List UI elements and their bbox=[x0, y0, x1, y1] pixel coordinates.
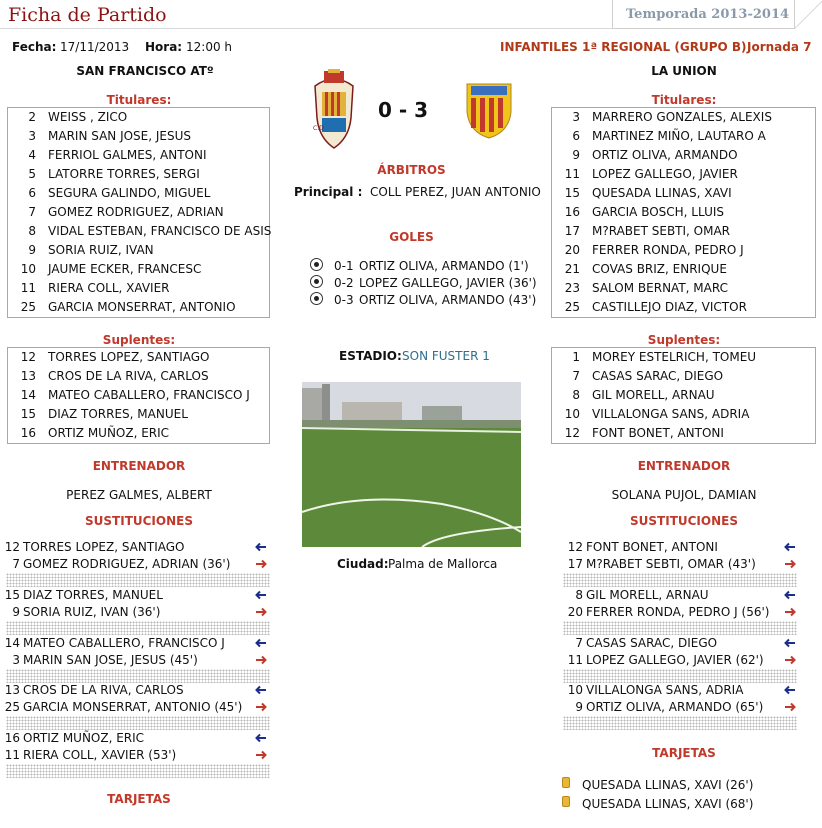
arrow-in-icon bbox=[255, 542, 267, 552]
list-item: 15 QUESADA LLINAS, XAVI bbox=[564, 186, 732, 200]
card-player: QUESADA LLINAS, XAVI (68') bbox=[582, 797, 754, 811]
divider bbox=[6, 716, 270, 730]
stadium-link[interactable]: SON FUSTER 1 bbox=[402, 349, 490, 363]
goal-scorer: LOPEZ GALLEGO, JAVIER (36') bbox=[359, 276, 537, 290]
yellow-card-icon bbox=[562, 796, 570, 807]
arrow-in-icon bbox=[784, 590, 796, 600]
home-subs-title: Suplentes: bbox=[102, 333, 176, 347]
goal-score: 0-2 bbox=[334, 276, 354, 290]
list-item: 11 RIERA COLL, XAVIER bbox=[20, 281, 170, 295]
list-item: 25 GARCIA MONSERRAT, ANTONIO bbox=[20, 300, 236, 314]
principal-label: Principal : bbox=[294, 185, 363, 199]
goal-scorer: ORTIZ OLIVA, ARMANDO (1') bbox=[359, 259, 529, 273]
competition-label: INFANTILES 1ª REGIONAL (GRUPO B) bbox=[500, 40, 747, 54]
list-item: 17 M?RABET SEBTI, OMAR bbox=[564, 224, 731, 238]
goal-scorer: ORTIZ OLIVA, ARMANDO (43') bbox=[359, 293, 537, 307]
list-item: 1 MOREY ESTELRICH, TOMEU bbox=[572, 350, 757, 364]
sub-out-row: 11 RIERA COLL, XAVIER (53') bbox=[4, 748, 177, 762]
card-player: QUESADA LLINAS, XAVI (26') bbox=[582, 778, 754, 792]
svg-text:C.D: C.D bbox=[313, 125, 324, 132]
sub-out-row: 25 GARCIA MONSERRAT, ANTONIO (45') bbox=[4, 700, 243, 714]
list-item: 7 CASAS SARAC, DIEGO bbox=[572, 369, 724, 383]
season-label: Temporada 2013-2014 bbox=[626, 7, 790, 22]
page-title: Ficha de Partido bbox=[8, 4, 167, 26]
list-item: 14 MATEO CABALLERO, FRANCISCO J bbox=[20, 388, 250, 402]
principal-referee: COLL PEREZ, JUAN ANTONIO bbox=[370, 185, 541, 199]
goal-score: 0-3 bbox=[334, 293, 354, 307]
arrow-out-icon bbox=[255, 559, 267, 569]
list-item: 5 LATORRE TORRES, SERGI bbox=[28, 167, 200, 181]
list-item: 9 ORTIZ OLIVA, ARMANDO bbox=[572, 148, 738, 162]
soccer-ball-icon bbox=[310, 275, 323, 288]
sub-out-row: 9 SORIA RUIZ, IVAN (36') bbox=[12, 605, 161, 619]
away-starters-list bbox=[551, 107, 816, 318]
soccer-ball-icon bbox=[310, 258, 323, 271]
home-cards-title: TARJETAS bbox=[107, 792, 171, 806]
away-substitutions-title: SUSTITUCIONES bbox=[630, 514, 738, 528]
yellow-card-icon bbox=[562, 777, 570, 788]
divider bbox=[563, 716, 797, 730]
list-item: 8 GIL MORELL, ARNAU bbox=[572, 388, 715, 402]
stadium-photo bbox=[302, 382, 521, 547]
time-value: 12:00 h bbox=[186, 40, 233, 54]
sub-in-row: 10 VILLALONGA SANS, ADRIA bbox=[567, 683, 744, 697]
sub-out-row: 17 M?RABET SEBTI, OMAR (43') bbox=[567, 557, 756, 571]
sub-in-row: 15 DIAZ TORRES, MANUEL bbox=[4, 588, 163, 602]
stadium-label: ESTADIO: bbox=[339, 349, 402, 363]
arrow-out-icon bbox=[784, 559, 796, 569]
home-substitutions-title: SUSTITUCIONES bbox=[85, 514, 193, 528]
arrow-in-icon bbox=[255, 638, 267, 648]
list-item: 6 SEGURA GALINDO, MIGUEL bbox=[28, 186, 211, 200]
sub-in-row: 16 ORTIZ MUÑOZ, ERIC bbox=[4, 731, 145, 745]
arrow-in-icon bbox=[255, 590, 267, 600]
round-label: Jornada 7 bbox=[747, 40, 812, 54]
goals-title: GOLES bbox=[389, 230, 434, 244]
list-item: 16 ORTIZ MUÑOZ, ERIC bbox=[20, 426, 170, 440]
sub-out-row: 3 MARIN SAN JOSE, JESUS (45') bbox=[12, 653, 198, 667]
city-label: Ciudad: bbox=[337, 557, 389, 571]
arrow-out-icon bbox=[255, 655, 267, 665]
arrow-in-icon bbox=[255, 685, 267, 695]
sub-out-row: 9 ORTIZ OLIVA, ARMANDO (65') bbox=[575, 700, 764, 714]
list-item: 21 COVAS BRIZ, ENRIQUE bbox=[564, 262, 727, 276]
date-label: Fecha: bbox=[12, 40, 57, 54]
away-coach-title: ENTRENADOR bbox=[637, 459, 731, 473]
list-item: 11 LOPEZ GALLEGO, JAVIER bbox=[564, 167, 738, 181]
arrow-in-icon bbox=[784, 685, 796, 695]
list-item: 15 DIAZ TORRES, MANUEL bbox=[20, 407, 188, 421]
list-item: 12 TORRES LOPEZ, SANTIAGO bbox=[20, 350, 210, 364]
arrow-out-icon bbox=[255, 607, 267, 617]
divider bbox=[6, 621, 270, 635]
sub-in-row: 8 GIL MORELL, ARNAU bbox=[575, 588, 709, 602]
arrow-in-icon bbox=[255, 733, 267, 743]
divider bbox=[563, 573, 797, 587]
goal-score: 0-1 bbox=[334, 259, 354, 273]
arrow-in-icon bbox=[784, 542, 796, 552]
score: 0 - 3 bbox=[378, 98, 429, 122]
sub-out-row: 20 FERRER RONDA, PEDRO J (56') bbox=[567, 605, 770, 619]
home-coach-title: ENTRENADOR bbox=[92, 459, 186, 473]
arrow-in-icon bbox=[784, 638, 796, 648]
list-item: 10 VILLALONGA SANS, ADRIA bbox=[564, 407, 750, 421]
list-item: 6 MARTINEZ MIÑO, LAUTARO A bbox=[572, 129, 766, 143]
divider bbox=[6, 669, 270, 683]
arrow-out-icon bbox=[784, 702, 796, 712]
soccer-ball-icon bbox=[310, 292, 323, 305]
list-item: 8 VIDAL ESTEBAN, FRANCISCO DE ASIS bbox=[28, 224, 272, 238]
list-item: 10 JAUME ECKER, FRANCESC bbox=[20, 262, 202, 276]
away-subs-list bbox=[551, 347, 816, 444]
list-item: 13 CROS DE LA RIVA, CARLOS bbox=[20, 369, 209, 383]
list-item: 23 SALOM BERNAT, MARC bbox=[564, 281, 728, 295]
list-item: 16 GARCIA BOSCH, LLUIS bbox=[564, 205, 725, 219]
away-starters-title: Titulares: bbox=[651, 93, 717, 107]
home-team-name: SAN FRANCISCO ATº bbox=[76, 64, 214, 78]
list-item: 9 SORIA RUIZ, IVAN bbox=[28, 243, 154, 257]
list-item: 4 FERRIOL GALMES, ANTONI bbox=[28, 148, 207, 162]
sub-out-row: 7 GOMEZ RODRIGUEZ, ADRIAN (36') bbox=[12, 557, 231, 571]
arrow-out-icon bbox=[784, 607, 796, 617]
home-starters-title: Titulares: bbox=[106, 93, 172, 107]
divider bbox=[6, 764, 270, 778]
list-item: 3 MARIN SAN JOSE, JESUS bbox=[28, 129, 192, 143]
sub-in-row: 12 FONT BONET, ANTONI bbox=[567, 540, 718, 554]
arrow-out-icon bbox=[784, 655, 796, 665]
date-value: 17/11/2013 bbox=[60, 40, 130, 54]
divider bbox=[563, 669, 797, 683]
city-value: Palma de Mallorca bbox=[388, 557, 498, 571]
sub-in-row: 13 CROS DE LA RIVA, CARLOS bbox=[4, 683, 184, 697]
sub-in-row: 12 TORRES LOPEZ, SANTIAGO bbox=[4, 540, 185, 554]
away-team-name: LA UNION bbox=[651, 64, 717, 78]
away-crest bbox=[461, 78, 517, 142]
away-coach: SOLANA PUJOL, DAMIAN bbox=[611, 488, 757, 502]
list-item: 3 MARRERO GONZALES, ALEXIS bbox=[572, 110, 772, 124]
home-crest bbox=[305, 68, 363, 152]
time-label: Hora: bbox=[145, 40, 183, 54]
away-cards-title: TARJETAS bbox=[652, 746, 716, 760]
arrow-out-icon bbox=[255, 702, 267, 712]
season-tab-corner bbox=[795, 0, 822, 29]
list-item: 7 GOMEZ RODRIGUEZ, ADRIAN bbox=[28, 205, 224, 219]
list-item: 25 CASTILLEJO DIAZ, VICTOR bbox=[564, 300, 747, 314]
home-coach: PEREZ GALMES, ALBERT bbox=[66, 488, 212, 502]
home-starters-list bbox=[7, 107, 270, 318]
home-subs-list bbox=[7, 347, 270, 444]
list-item: 20 FERRER RONDA, PEDRO J bbox=[564, 243, 744, 257]
referees-title: ÁRBITROS bbox=[377, 163, 446, 177]
list-item: 12 FONT BONET, ANTONI bbox=[564, 426, 724, 440]
away-subs-title: Suplentes: bbox=[647, 333, 721, 347]
sub-in-row: 7 CASAS SARAC, DIEGO bbox=[575, 636, 718, 650]
divider bbox=[563, 621, 797, 635]
list-item: 2 WEISS , ZICO bbox=[28, 110, 128, 124]
divider bbox=[6, 573, 270, 587]
sub-in-row: 14 MATEO CABALLERO, FRANCISCO J bbox=[4, 636, 225, 650]
arrow-out-icon bbox=[255, 750, 267, 760]
sub-out-row: 11 LOPEZ GALLEGO, JAVIER (62') bbox=[567, 653, 764, 667]
